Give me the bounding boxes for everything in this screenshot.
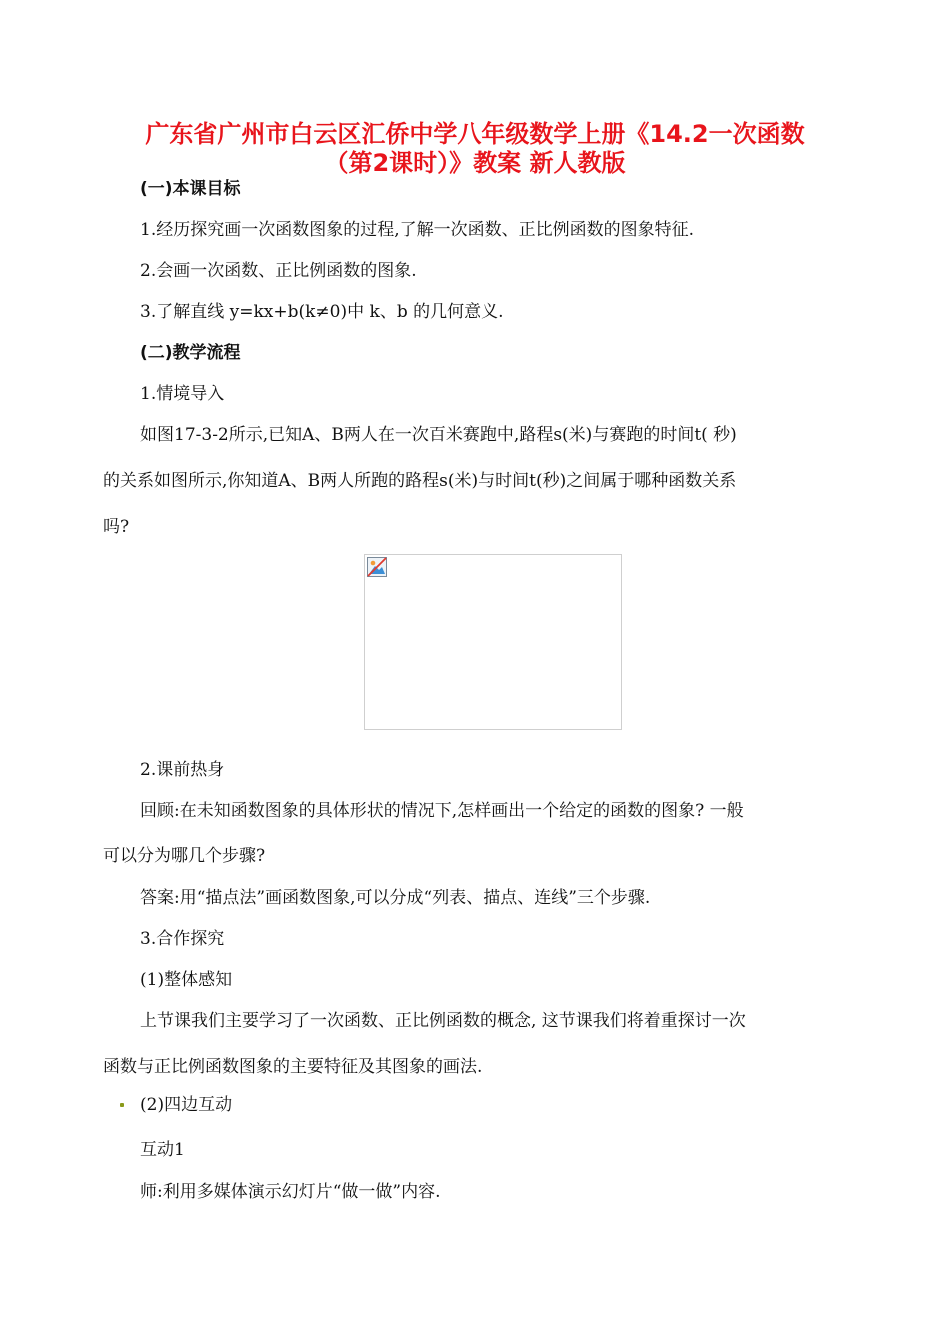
step-2-heading: 2.课前热身: [140, 760, 225, 780]
section-heading-goals: (一)本课目标: [140, 179, 241, 199]
section-heading-process: (二)教学流程: [140, 343, 241, 363]
document-title-line-2: （第2课时）》教案 新人教版: [324, 149, 626, 177]
sub-heading-1: (1)整体感知: [140, 970, 233, 990]
review-line-2: 可以分为哪几个步骤?: [103, 846, 266, 866]
document-title-line-1: 广东省广州市白云区汇侨中学八年级数学上册《14.2一次函数: [145, 120, 805, 148]
interaction-1-label: 互动1: [140, 1140, 185, 1160]
goal-2: 2.会画一次函数、正比例函数的图象.: [140, 261, 417, 281]
teacher-note: 师:利用多媒体演示幻灯片“做一做”内容.: [140, 1182, 441, 1202]
goal-3: 3.了解直线 y=kx+b(k≠0)中 k、b 的几何意义.: [140, 302, 504, 322]
goal-1: 1.经历探究画一次函数图象的过程,了解一次函数、正比例函数的图象特征.: [140, 220, 695, 240]
step-1-heading: 1.情境导入: [140, 384, 225, 404]
paragraph-1-line-2: 的关系如图所示,你知道A、B两人所跑的路程s(米)与时间t(秒)之间属于哪种函数关系: [103, 471, 737, 491]
broken-image-icon: [367, 557, 387, 577]
bullet-dot: [120, 1103, 124, 1107]
paragraph-2-line-1: 上节课我们主要学习了一次函数、正比例函数的概念, 这节课我们将着重探讨一次: [140, 1011, 746, 1031]
paragraph-2-line-2: 函数与正比例函数图象的主要特征及其图象的画法.: [103, 1057, 483, 1077]
paragraph-1-line-1: 如图17-3-2所示,已知A、B两人在一次百米赛跑中,路程s(米)与赛跑的时间t( 秒): [140, 425, 737, 445]
figure-placeholder: [364, 554, 622, 730]
review-line-1: 回顾:在未知函数图象的具体形状的情况下,怎样画出一个给定的函数的图象? 一般: [140, 801, 744, 821]
step-3-heading: 3.合作探究: [140, 929, 225, 949]
paragraph-1-line-3: 吗?: [103, 517, 130, 537]
sub-heading-2: (2)四边互动: [140, 1095, 233, 1115]
answer-text: 答案:用“描点法”画函数图象,可以分成“列表、描点、连线”三个步骤.: [140, 888, 651, 908]
